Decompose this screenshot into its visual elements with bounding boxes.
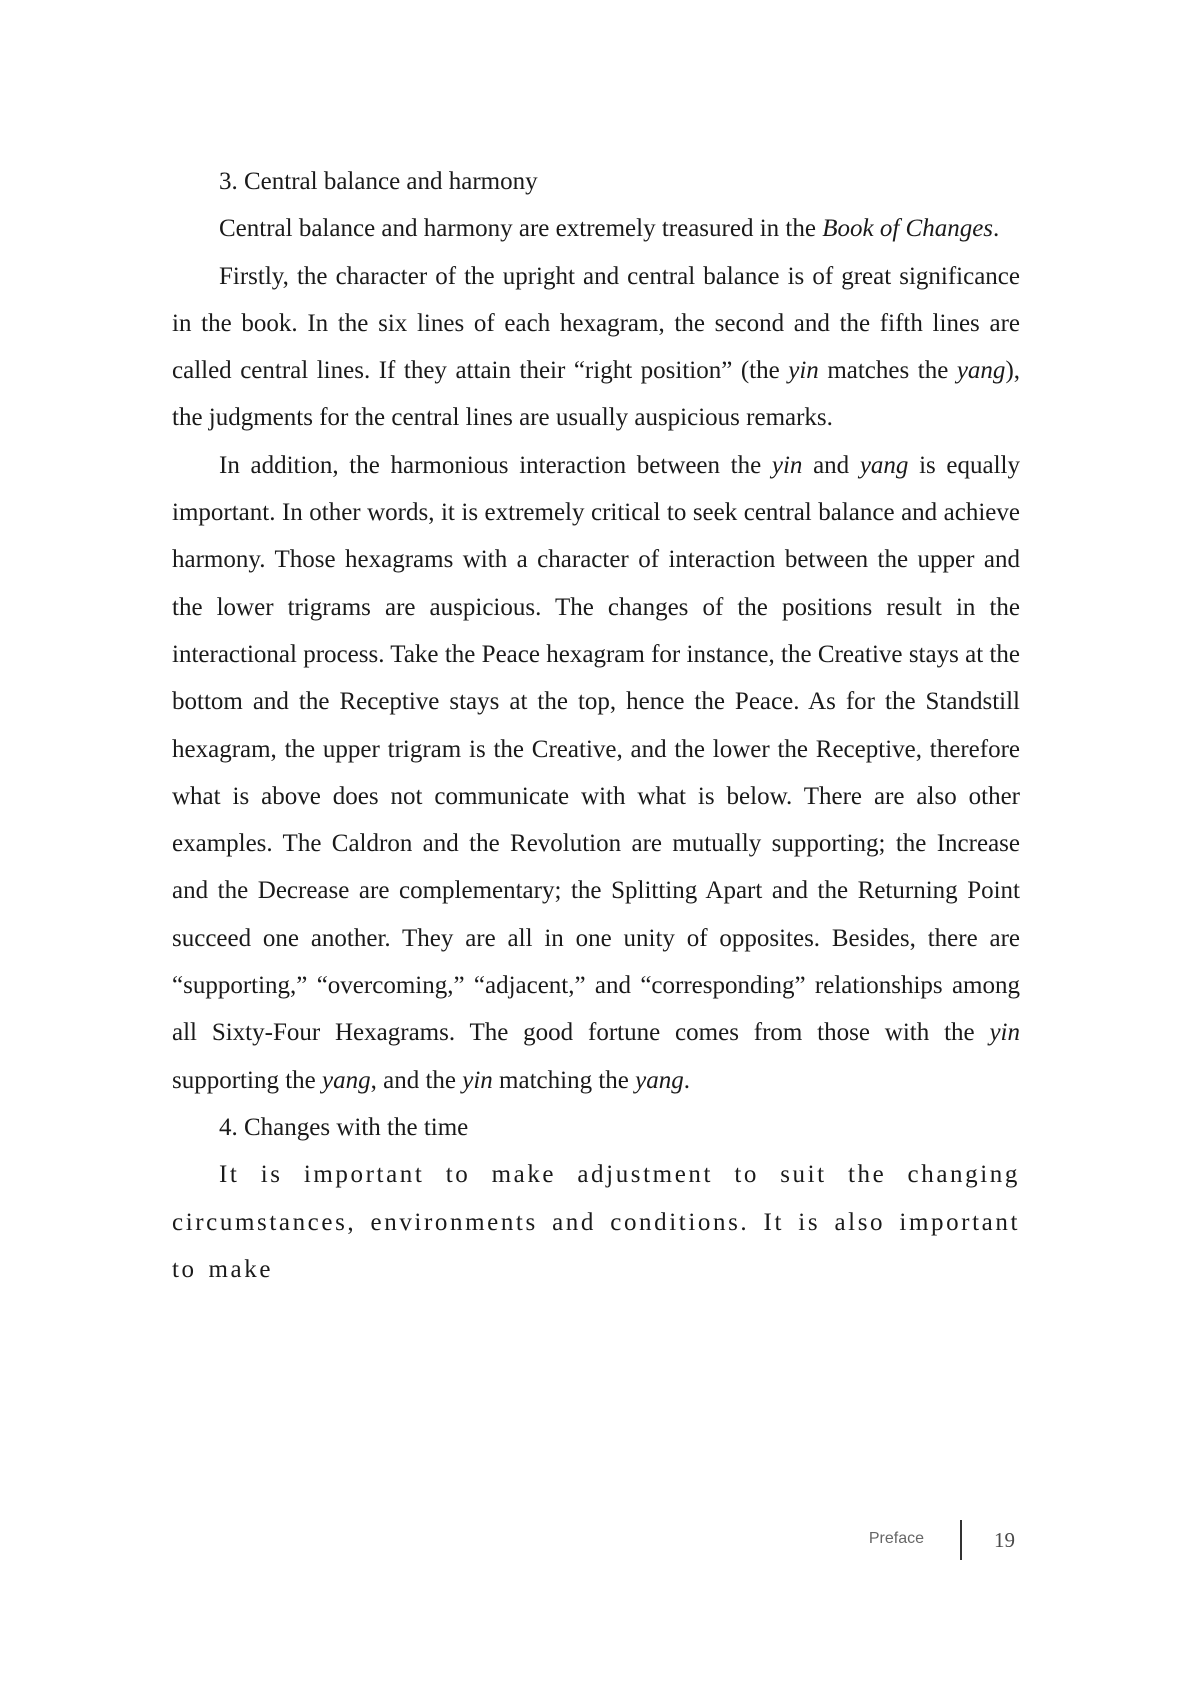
paragraph-4: It is important to make adjustment to suit the changing circumstances, environments and conditions. It is also important to make (172, 1161, 1020, 1283)
body-text (172, 158, 1020, 1293)
paragraph-1: Central balance and harmony are extremely treasured in the Book of Changes. (219, 215, 1000, 243)
paragraph-3: In addition, the harmonious interaction between the yin and yang is equally important. In other words, it is extremely critical to seek central balance and achieve harmony. Those hexagrams with a character of interaction between the upper and the lower trigrams are auspicious. The changes of the positions result in the interactional process. Take the Peace hexagram for instance, the Creative stays at the bottom and the Receptive stays at the top, hence the Peace. As for the Standstill hexagram, the upper trigram is the Creative, and the lower the Receptive, therefore what is above does not communicate with what is below. There are also other examples. The Caldron and the Revolution are mutually supporting; the Increase and the Decrease are complementary; the Splitting Apart and the Returning Point succeed one another. They are all in one unity of opposites. Besides, there are “supporting,” “overcoming,” “adjacent,” and “corresponding” relationships among all Sixty-Four Hexagrams. The good fortune comes from those with the yin supporting the yang, and the yin matching the yang. (172, 451, 1020, 1094)
section-heading-3: 3. Central balance and harmony (219, 168, 538, 195)
page-number: 19 (994, 1528, 1015, 1552)
page-footer (0, 1520, 1189, 1564)
running-footer-section: Preface (868, 1530, 924, 1547)
section-heading-4: 4. Changes with the time (219, 1113, 469, 1141)
paragraph-2: Firstly, the character of the upright and central balance is of great significance in the book. In the six lines of each hexagram, the second and the fifth lines are called central lines. If they attain their “right position” (the yin matches the yang), the judgments for the central lines are usually auspicious remarks. (172, 262, 1021, 432)
footer-divider (960, 1520, 962, 1560)
book-title: Book of Changes (822, 215, 994, 243)
